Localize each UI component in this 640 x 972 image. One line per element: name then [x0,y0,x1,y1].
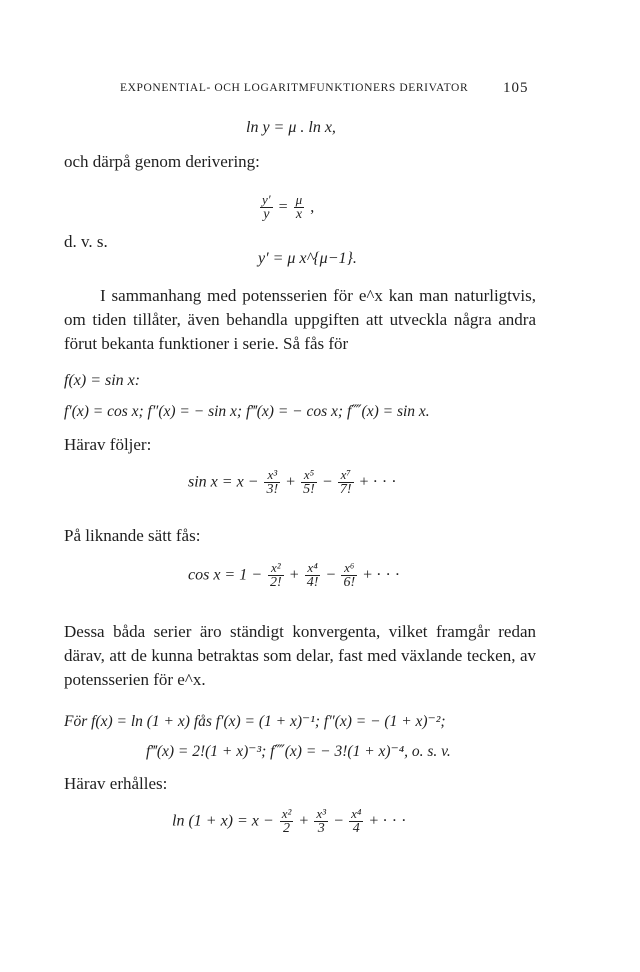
running-header: EXPONENTIAL- OCH LOGARITMFUNKTIONERS DERIVATOR [120,82,469,94]
equation-ln-y: ln y = μ . ln x, [246,119,336,136]
equation-sin-derivatives: f′(x) = cos x; f″(x) = − sin x; f‴(x) = − cos x; f⁗(x) = sin x. [64,403,430,420]
equation-sin-series: sin x = x − $\frac{\text{x³}}{3!}$ + $\frac{\text{x⁵}}{5!}$ − $\frac{\text{x⁷}}{7!}$ + · · · [188,467,397,497]
equation-ln-derivatives-line2: f‴(x) = 2!(1 + x)⁻³; f⁗(x) = − 3!(1 + x)⁻⁴, o. s. v. [146,743,451,760]
fraction-mu-over-x: $\frac{\mu}{x}$ [295,192,303,222]
text-harav-foljer: Härav följer: [64,435,152,454]
equation-y-prime: y′ = μ x^{μ−1}. [258,250,357,267]
equation-ln-derivatives-line1: För f(x) = ln (1 + x) fås f′(x) = (1 + x)⁻¹; f″(x) = − (1 + x)⁻²; [64,713,446,730]
paragraph-convergence: Dessa båda serier äro ständigt konvergenta, vilket framgår redan därav, att de kunna betraktas som delar, fast med växlande tecken, av potensserien för e^x. [64,622,536,689]
page-number: 105 [503,80,529,96]
text-dvs: d. v. s. [64,232,108,251]
paragraph-power-series: I sammanhang med potensserien för e^x kan man naturligtvis, om tiden tillåter, även behandla uppgiften att utveckla några andra förut bekanta funktioner i serie. Så fås för [64,286,536,353]
text-liknande-satt: På liknande sätt fås: [64,526,201,545]
equation-derivative-fraction: $\frac{y'}{y}$ = $\frac{\mu}{x}$ , [262,192,315,222]
equation-f-sin: f(x) = sin x: [64,372,141,389]
text-derivering: och därpå genom derivering: [64,152,260,171]
equation-cos-series: cos x = 1 − $\frac{\text{x²}}{2!}$ + $\frac{\text{x⁴}}{4!}$ − $\frac{\text{x⁶}}{6!}$ + · · · [188,560,401,590]
fraction-y-prime-over-y: $\frac{y'}{y}$ [262,192,271,222]
equation-ln-series: ln (1 + x) = x − $\frac{\text{x²}}{2}$ + $\frac{\text{x³}}{3}$ − $\frac{\text{x⁴}}{4}$ + · · · [172,806,407,836]
text-harav-erhalles: Härav erhålles: [64,774,168,793]
